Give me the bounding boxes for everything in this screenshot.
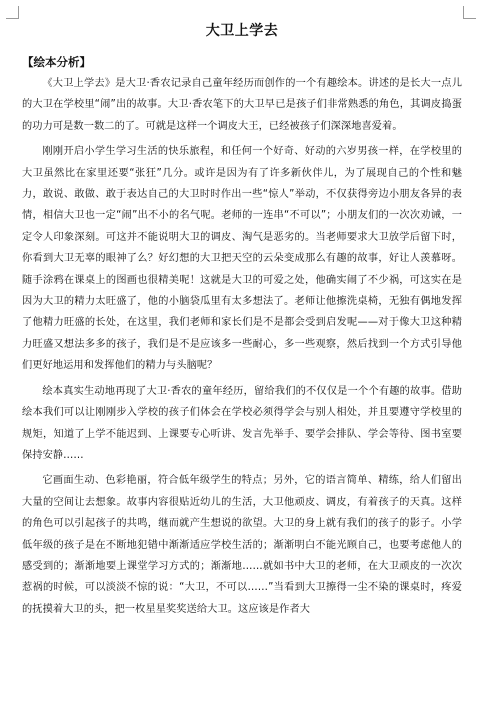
page-corner-mark	[6, 6, 19, 19]
section-heading: 【绘本分析】	[22, 55, 91, 69]
paragraph: 它画面生动、色彩艳丽，符合低年级学生的特点；另外，它的语言简单、精练，给人们留出大量的空间让去想象。故事内容很贴近幼儿的生活，大卫他顽皮、调皮，有着孩子的天真。这样的角色可以引起孩子的共鸣，继而就产生想说的欲望。大卫的身上就有我们的孩子的影子。小学低年级的孩子是在不断地犯错中渐渐适应学校生活的；渐渐明白不能光顾自己，也要考虑他人的感受到的；渐渐地要上课堂学习方式的；渐渐地……就如书中大卫的老师，在大卫顽皮的一次次惹祸的时候，可以淡淡不惊的说：“大卫，不可以……”当看到大卫擦得一尘不染的课桌时，疼爱的抚摸着大卫的头，把一枚星星奖奖送给大卫。这应该是作者大	[22, 475, 462, 615]
paragraph: 绘本真实生动地再现了大卫·香农的童年经历，留给我们的不仅仅是一个个有趣的故事。借助绘本我们可以让刚刚步入学校的孩子们体会在学校必须得学会与别人相处，并且要遵守学校里的规矩，知道了上学不能迟到、上课要专心听讲、发言先举手、要学会排队、学会等待、图书室要保持安静……	[22, 385, 462, 461]
paragraph: 《大卫上学去》是大卫·香农记录自己童年经历而创作的一个有趣绘本。讲述的是长大一点儿的大卫在学校里“闹”出的故事。大卫·香农笔下的大卫早已是孩子们非常熟悉的角色，其调皮捣蛋的功力可是数一数二的了。可就是这样一个调皮大王，已经被孩子们深深地喜爱着。	[22, 78, 462, 132]
page-corner-mark	[463, 6, 476, 19]
paragraph: 刚刚开启小学生学习生活的快乐旅程，和任何一个好奇、好动的六岁男孩一样，在学校里的大卫虽然比在家里还要“张狂”几分。或许是因为有了许多新伙伴儿，为了展现自己的个性和魅力，敢说、敢做、敢于表达自己的大卫时时作出一些“惊人”举动，不仅获得旁边小朋友各异的表情，相信大卫也一定“闹”出不小的名气呢。老师的一连串“不可以”；小朋友们的一次次劝诫，一定令人印象深刻。可这并不能说明大卫的调皮、淘气是恶劣的。当老师要求大卫放学后留下时，你看到大卫无辜的眼神了么？好幻想的大卫把天空的云朵变成那么有趣的故事，好让人羡慕呀。随手涂鸦在课桌上的图画也很精美呢！这就是大卫的可爱之处，他确实闹了不少祸，可这实在是因为大卫的精力太旺盛了，他的小脑袋瓜里有太多想法了。老师让他擦洗桌椅，无独有偶地发挥了他精力旺盛的长处，在这里，我们老师和家长们是不是都会受到启发呢——对于像大卫这种精力旺盛又想法多多的孩子，我们是不是应该多一些耐心，多一些观察，然后找到一个方式引导他们更好地运用和发挥他们的精力与头脑呢？	[22, 146, 462, 372]
document-body[interactable]	[22, 16, 462, 624]
document-title: 大卫上学去	[205, 23, 279, 39]
